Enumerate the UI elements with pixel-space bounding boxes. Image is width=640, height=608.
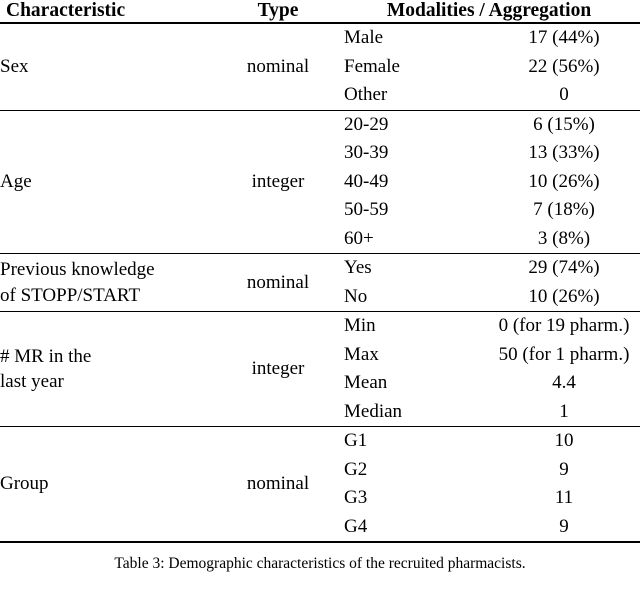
column-header-characteristic: Characteristic xyxy=(6,0,126,21)
entry-row xyxy=(338,283,640,312)
entry-aggregation: 9 xyxy=(559,515,569,537)
entry-row xyxy=(338,341,640,370)
entry-row xyxy=(338,111,640,140)
row-characteristic xyxy=(0,312,218,427)
row-type: nominal xyxy=(246,271,310,293)
entry-modality: Mean xyxy=(344,372,388,393)
entry-aggregation: 3 (8%) xyxy=(537,227,591,249)
entry-row xyxy=(338,225,640,254)
entry-aggregation: 10 (26%) xyxy=(528,285,600,307)
entry-modality: Female xyxy=(344,55,400,77)
table-caption: Table 3: Demographic characteristics of the recruited pharmacists. xyxy=(114,555,526,572)
entry-modality: G4 xyxy=(344,515,368,537)
entry-aggregation: 0 (for 19 pharm.) xyxy=(498,315,630,336)
column-header-modalities-aggregation: Modalities / Aggregation xyxy=(386,0,592,21)
entry-row xyxy=(338,139,640,168)
row-entries xyxy=(338,427,640,543)
entries-table xyxy=(338,111,640,254)
row-characteristic-line: Age xyxy=(0,171,32,193)
entry-modality: Min xyxy=(344,315,376,336)
row-characteristic-line: # MR in the xyxy=(0,345,92,367)
header-row xyxy=(0,0,640,23)
entry-row xyxy=(338,196,640,225)
row-entries xyxy=(338,23,640,110)
table-row xyxy=(0,254,640,312)
row-characteristic xyxy=(0,254,218,312)
table-header xyxy=(0,0,640,23)
entry-aggregation: 50 (for 1 pharm.) xyxy=(498,343,630,365)
entry-aggregation: 29 (74%) xyxy=(528,257,600,278)
entry-aggregation: 6 (15%) xyxy=(533,113,595,135)
row-type: integer xyxy=(251,170,305,192)
row-entries xyxy=(338,110,640,254)
entry-row xyxy=(338,168,640,197)
entry-row xyxy=(338,312,640,341)
entry-aggregation: 1 xyxy=(559,400,569,422)
row-type: integer xyxy=(251,358,305,379)
row-entries xyxy=(338,312,640,427)
table-bottom-rule-row xyxy=(0,542,640,543)
entry-row xyxy=(338,513,640,542)
entry-modality: G1 xyxy=(344,430,368,451)
column-header-type: Type xyxy=(257,0,299,21)
entries-table xyxy=(338,254,640,311)
row-characteristic xyxy=(0,23,218,110)
row-type: nominal xyxy=(246,473,310,494)
entries-table xyxy=(338,312,640,426)
table-bottom-rule xyxy=(0,542,640,543)
table-row xyxy=(0,312,640,427)
entry-aggregation: 22 (56%) xyxy=(528,55,600,77)
entry-modality: Median xyxy=(344,400,403,422)
table-row xyxy=(0,110,640,254)
entry-row xyxy=(338,254,640,283)
entries-table xyxy=(338,24,640,110)
entry-modality: No xyxy=(344,285,368,307)
entry-modality: 60+ xyxy=(344,227,374,249)
entry-modality: 20-29 xyxy=(344,113,389,135)
entry-modality: 50-59 xyxy=(344,199,389,220)
row-characteristic-line: Previous knowledge xyxy=(0,259,155,281)
entry-row xyxy=(338,484,640,513)
row-characteristic-line: last year xyxy=(0,371,64,392)
entry-row xyxy=(338,53,640,82)
entry-modality: Male xyxy=(344,27,384,48)
table-body xyxy=(0,23,640,543)
entry-aggregation: 9 xyxy=(559,458,569,480)
entry-row xyxy=(338,427,640,456)
entry-modality: 40-49 xyxy=(344,170,389,192)
entry-modality: 30-39 xyxy=(344,142,389,163)
entry-modality: Yes xyxy=(344,257,372,278)
entry-aggregation: 17 (44%) xyxy=(528,27,600,48)
entry-row xyxy=(338,24,640,53)
entry-aggregation: 10 xyxy=(554,430,574,451)
entry-row xyxy=(338,456,640,485)
table-row xyxy=(0,23,640,110)
entry-row xyxy=(338,369,640,398)
entry-row xyxy=(338,81,640,110)
entry-aggregation: 0 xyxy=(559,84,569,105)
entry-modality: Max xyxy=(344,343,379,365)
entry-aggregation: 13 (33%) xyxy=(528,142,600,163)
row-characteristic-line: Group xyxy=(0,473,49,495)
row-entries xyxy=(338,254,640,312)
entry-modality: G2 xyxy=(344,458,368,480)
row-characteristic xyxy=(0,427,218,543)
table-row xyxy=(0,427,640,543)
entry-row xyxy=(338,398,640,427)
entry-aggregation: 11 xyxy=(554,487,574,508)
entries-table xyxy=(338,427,640,541)
entry-aggregation: 4.4 xyxy=(552,372,576,393)
row-characteristic-line: Sex xyxy=(0,56,29,78)
entry-aggregation: 10 (26%) xyxy=(528,170,600,192)
entry-aggregation: 7 (18%) xyxy=(533,199,595,220)
entry-modality: G3 xyxy=(344,487,368,508)
row-characteristic-line: of STOPP/START xyxy=(0,284,141,306)
row-characteristic xyxy=(0,110,218,254)
row-type: nominal xyxy=(246,55,310,77)
entry-modality: Other xyxy=(344,84,388,105)
